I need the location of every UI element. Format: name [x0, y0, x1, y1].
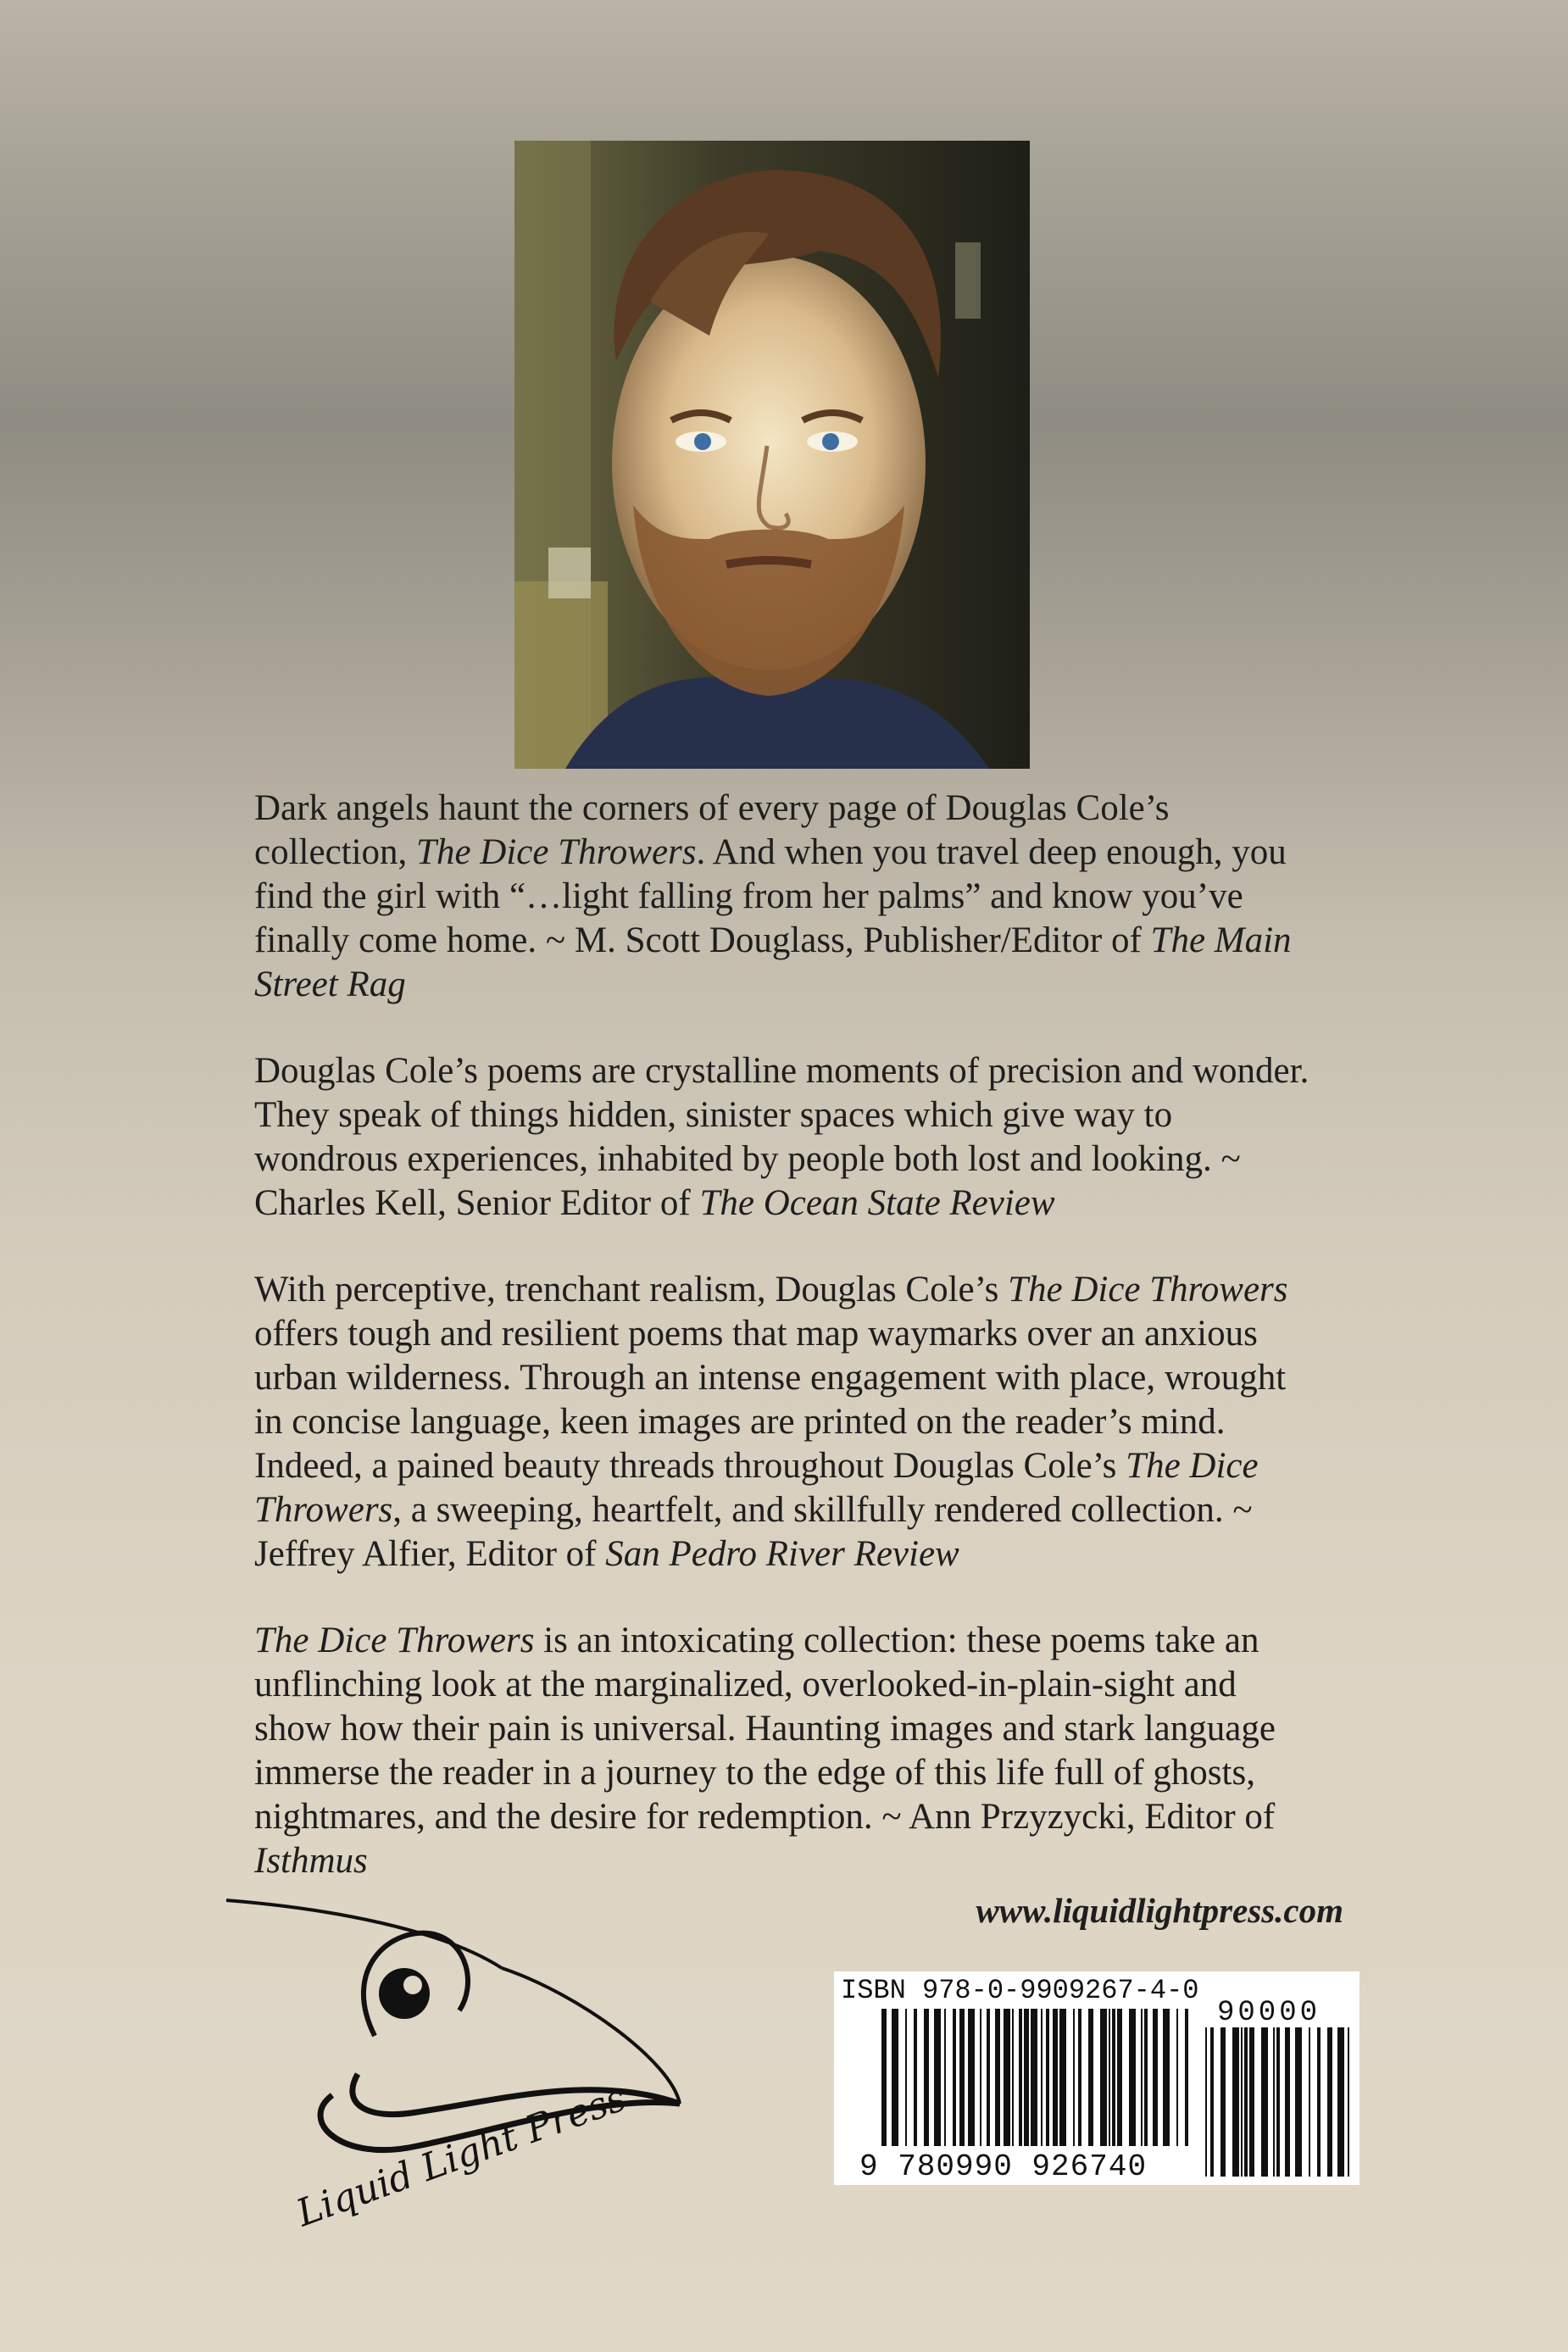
- endorsement-quote: [254, 1268, 1314, 1576]
- quote-text: offers tough and resilient poems that map waymarks over an anxious urban wilderness. Through an intense engagement with place, wrought in concise language, keen images are printed on the reader’s mind. Indeed, a pained beauty threads throughout Douglas Cole’s: [254, 1314, 1287, 1486]
- barcode-bar: [934, 2009, 941, 2146]
- endorsements: [254, 787, 1314, 1926]
- barcode-bar: [1337, 2027, 1344, 2177]
- barcode-bar: [1024, 2009, 1029, 2146]
- barcode-bar: [1078, 2009, 1081, 2146]
- barcode-bar: [1185, 2009, 1188, 2146]
- logo-wordmark: Liquid Light Press: [291, 2076, 632, 2231]
- barcode-bar: [1112, 2009, 1115, 2146]
- barcode-bar: [1285, 2027, 1290, 2177]
- barcode-bar: [924, 2009, 929, 2146]
- barcode-bar: [1205, 2027, 1207, 2177]
- barcode-bar: [1019, 2009, 1022, 2146]
- barcode-bar: [914, 2009, 917, 2146]
- quote-title-italic: Isthmus: [254, 1841, 368, 1881]
- barcode-bar: [1129, 2009, 1136, 2146]
- quote-text: is an intoxicating collection: these poems take an unflinching look at the marginalized, overlooked-in-plain-sight and show how their pain is universal. Haunting images and stark language immerse the reader in a journey to the edge of this life full of ghosts, nightmares, and the desire for redemption. ~ Ann Przyzycki, Editor of: [254, 1621, 1276, 1837]
- quote-text: With perceptive, trenchant realism, Douglas Cole’s: [254, 1270, 1009, 1309]
- isbn-label: ISBN 978-0-9909267-4-0: [841, 1975, 1199, 2006]
- endorsement-quote: [254, 1049, 1314, 1226]
- barcode-bar: [1141, 2009, 1143, 2146]
- barcode-bar: [1244, 2027, 1248, 2177]
- barcode-bar: [1241, 2027, 1243, 2177]
- barcode-addon-digits: 90000: [1217, 1997, 1321, 2029]
- quote-text: Dark angels haunt the corners of every page of Douglas Cole’s collection,: [254, 788, 1170, 872]
- barcode-bar: [1249, 2027, 1254, 2177]
- barcode-bar: [1348, 2027, 1349, 2177]
- author-photo: [514, 141, 1030, 769]
- barcode-addon-bars: [1205, 2027, 1349, 2177]
- barcode-bar: [1232, 2027, 1239, 2177]
- barcode-bar: [1163, 2009, 1170, 2146]
- publisher-logo: [222, 1892, 697, 2231]
- quote-text: , a sweeping, heartfelt, and skillfully rendered collection. ~ Jeffrey Alfier, Editor of: [254, 1490, 1253, 1574]
- quote-title-italic: The Dice Throwers: [416, 832, 697, 872]
- quote-title-italic: The Ocean State Review: [699, 1183, 1055, 1223]
- barcode-bar: [1088, 2009, 1093, 2146]
- barcode-bar: [995, 2009, 1000, 2146]
- barcode-bar: [1100, 2009, 1107, 2146]
- barcode-digits: 9 780990 926740: [859, 2149, 1148, 2184]
- barcode-bar: [905, 2009, 907, 2146]
- barcode-bar: [1273, 2027, 1275, 2177]
- isbn-barcode: [834, 1971, 1359, 2185]
- barcode-bar: [1327, 2027, 1332, 2177]
- quote-text: Douglas Cole’s poems are crystalline moments of precision and wonder. They speak of things hidden, sinister spaces which give way to wondrous experiences, inhabited by people both lost and looking. ~ Charles Kell, Senior Editor of: [254, 1051, 1309, 1223]
- barcode-bar: [1317, 2027, 1321, 2177]
- barcode-bar: [987, 2009, 990, 2146]
- barcode-bar: [980, 2009, 981, 2146]
- quote-title-italic: The Dice Throwers: [1008, 1270, 1288, 1309]
- barcode-bar: [1041, 2009, 1043, 2146]
- barcode-bar: [1004, 2009, 1010, 2146]
- barcode-bar: [1220, 2027, 1226, 2177]
- quote-title-italic: The Dice Throwers: [254, 1446, 1259, 1530]
- barcode-bar: [1053, 2009, 1058, 2146]
- barcode-bar: [1153, 2009, 1158, 2146]
- barcode-bar: [892, 2009, 898, 2146]
- quote-title-italic: The Dice Throwers: [254, 1621, 535, 1660]
- barcode-bar: [1276, 2027, 1280, 2177]
- endorsement-quote: [254, 787, 1314, 1007]
- barcode-bar: [1109, 2009, 1110, 2146]
- barcode-bar: [1046, 2009, 1049, 2146]
- barcode-bar: [1176, 2009, 1178, 2146]
- barcode-bar: [1261, 2027, 1268, 2177]
- barcode-bar: [1309, 2027, 1310, 2177]
- barcode-bar: [1059, 2009, 1066, 2146]
- barcode-bar: [968, 2009, 975, 2146]
- barcode-bar: [1295, 2027, 1302, 2177]
- barcode-bars: [881, 2009, 1195, 2146]
- barcode-bar: [959, 2009, 965, 2146]
- endorsement-quote: [254, 1619, 1314, 1883]
- barcode-bar: [953, 2009, 956, 2146]
- barcode-bar: [944, 2009, 946, 2146]
- quote-title-italic: The Main Street Rag: [254, 920, 1292, 1004]
- barcode-bar: [1144, 2009, 1148, 2146]
- barcode-bar: [1210, 2027, 1214, 2177]
- barcode-bar: [1012, 2009, 1014, 2146]
- publisher-website[interactable]: www.liquidlightpress.com: [976, 1891, 1343, 1930]
- barcode-bar: [1117, 2009, 1122, 2146]
- quote-title-italic: San Pedro River Review: [605, 1534, 959, 1574]
- quote-text: . And when you travel deep enough, you find the girl with “…light falling from her palms” and know you’ve finally come home. ~ M. Scott Douglass, Publisher/Editor of: [254, 832, 1287, 960]
- barcode-bar: [1031, 2009, 1037, 2146]
- barcode-bar: [881, 2009, 887, 2146]
- barcode-bar: [1073, 2009, 1075, 2146]
